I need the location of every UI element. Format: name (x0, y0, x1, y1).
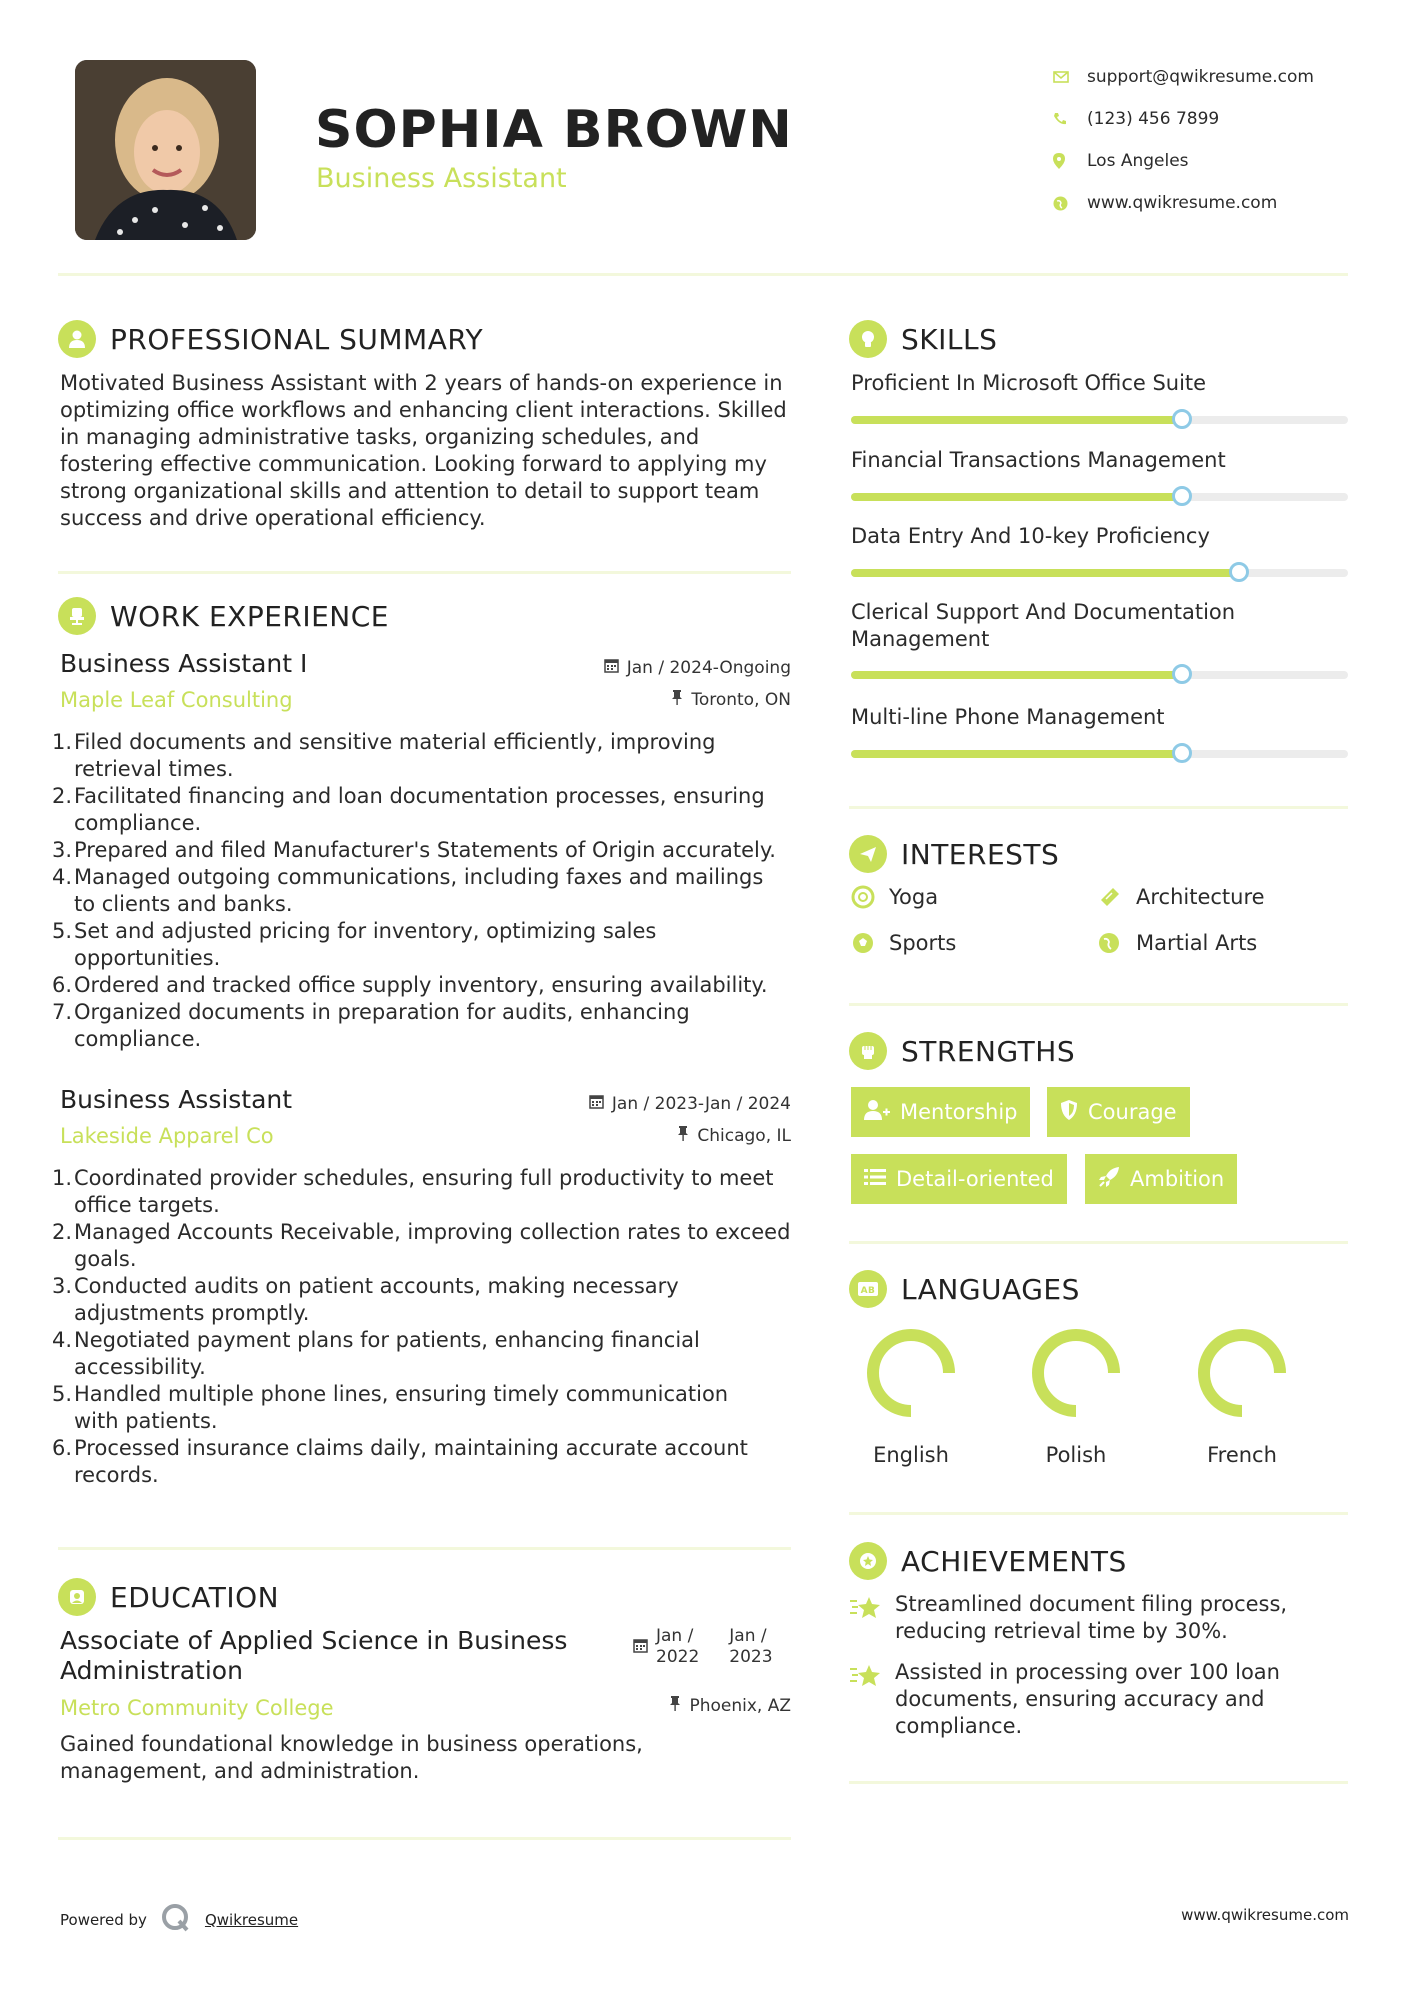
item-text: retrieval times. (74, 757, 234, 781)
location-pin-icon (1053, 153, 1087, 169)
language-label: Polish (1045, 1443, 1107, 1467)
profile-photo (75, 60, 256, 240)
job-duties (52, 1165, 802, 1489)
star-burst-icon (849, 1591, 895, 1645)
end-year: 2023 (729, 1647, 773, 1667)
skill-bar (851, 493, 1348, 501)
contact-location-text: Los Angeles (1087, 151, 1189, 171)
list-item (52, 1246, 802, 1273)
interest-item (851, 931, 956, 955)
summary-title: PROFESSIONAL SUMMARY (110, 322, 484, 356)
phone-icon (1053, 112, 1087, 126)
item-number (52, 810, 72, 837)
achievement-text (895, 1591, 1287, 1645)
job-company: Maple Leaf Consulting (60, 688, 293, 712)
summary-line: optimizing office workflows and enhancing client interactions. Skilled (60, 398, 787, 422)
item-number: 4. (52, 1328, 73, 1352)
job-location-text: Chicago, IL (697, 1126, 791, 1146)
degree-line: Associate of Applied Science in Business (60, 1626, 568, 1655)
skill-bar-knob (1172, 743, 1192, 763)
achievement-line: Assisted in processing over 100 loan (895, 1660, 1280, 1684)
contact-phone-text: (123) 456 7899 (1087, 109, 1220, 129)
soccer-ball-icon (851, 931, 881, 955)
section-divider (849, 1781, 1348, 1784)
item-number: 6. (52, 1436, 73, 1460)
list-item (52, 1192, 802, 1219)
degree-line: Administration (60, 1656, 243, 1685)
section-divider (58, 1547, 791, 1550)
contact-website-text: www.qwikresume.com (1087, 193, 1278, 213)
calendar-icon (604, 658, 619, 678)
strength-chip (1047, 1087, 1190, 1137)
achievement-item (849, 1659, 1348, 1740)
section-divider (849, 1512, 1348, 1515)
item-text: compliance. (74, 811, 202, 835)
job-duties (52, 729, 802, 1053)
graduation-icon (58, 1578, 96, 1616)
job-dates-text: Jan / 2024-Ongoing (626, 658, 791, 678)
item-text: Coordinated provider schedules, ensuring full productivity to meet (74, 1166, 774, 1190)
interest-label: Martial Arts (1136, 931, 1258, 955)
item-text: compliance. (74, 1027, 202, 1051)
education-start (656, 1626, 699, 1668)
strengths-title: STRENGTHS (901, 1034, 1076, 1068)
pencil-ruler-icon (1098, 885, 1128, 909)
interest-item (1098, 931, 1257, 955)
skill-label: Proficient In Microsoft Office Suite (851, 371, 1207, 395)
work-heading (58, 597, 389, 635)
medal-icon (849, 1542, 887, 1580)
skill-item (851, 523, 1348, 550)
item-number (52, 945, 72, 972)
item-text: Conducted audits on patient accounts, making necessary (74, 1274, 679, 1298)
skill-bar-fill (851, 750, 1182, 758)
education-dates (633, 1626, 773, 1668)
language-item (1016, 1325, 1136, 1467)
start-year: 2022 (656, 1647, 700, 1667)
language-gauge-arc (873, 1335, 949, 1411)
item-number (52, 1192, 72, 1219)
skills-title: SKILLS (901, 322, 998, 356)
achievements-title: ACHIEVEMENTS (901, 1544, 1127, 1578)
start-month: Jan / (656, 1626, 694, 1646)
language-item (1182, 1325, 1302, 1467)
item-text: goals. (74, 1247, 137, 1271)
skills-heading (849, 320, 997, 358)
list-item (52, 1408, 802, 1435)
interest-label: Yoga (889, 885, 939, 909)
lightbulb-icon (849, 320, 887, 358)
user-icon (58, 320, 96, 358)
work-title: WORK EXPERIENCE (110, 599, 389, 633)
list-item (52, 1381, 802, 1408)
item-number (52, 891, 72, 918)
job-company: Lakeside Apparel Co (60, 1124, 274, 1148)
education-desc-line: management, and administration. (60, 1759, 420, 1783)
strength-label: Mentorship (900, 1100, 1018, 1124)
item-number: 1. (52, 1166, 73, 1190)
skill-item (851, 370, 1348, 397)
list-item (52, 999, 802, 1026)
section-divider (58, 1837, 791, 1840)
achievement-text (895, 1659, 1280, 1740)
list-item (52, 1462, 802, 1489)
item-number (52, 1354, 72, 1381)
languages-heading (849, 1270, 1080, 1308)
skill-bar-fill (851, 493, 1182, 501)
skill-bar (851, 750, 1348, 758)
list-item (52, 1300, 802, 1327)
header-divider (58, 273, 1348, 276)
item-text: Ordered and tracked office supply inventory, ensuring availability. (74, 973, 768, 997)
list-item (52, 1354, 802, 1381)
list-item (52, 1165, 802, 1192)
user-plus-icon (864, 1099, 890, 1126)
chair-icon (58, 597, 96, 635)
language-icon (849, 1270, 887, 1308)
interest-label: Sports (889, 931, 957, 955)
contact-phone[interactable] (1053, 98, 1314, 140)
summary-text (60, 370, 800, 532)
skill-label: Multi-line Phone Management (851, 705, 1165, 729)
skill-item (851, 447, 1348, 474)
powered-by-label: Powered by (60, 1911, 147, 1929)
school-name: Metro Community College (60, 1696, 334, 1720)
item-text: Set and adjusted pricing for inventory, optimizing sales (74, 919, 657, 943)
strength-label: Ambition (1130, 1167, 1225, 1191)
achievement-line: Streamlined document filing process, (895, 1592, 1288, 1616)
paper-plane-icon (849, 835, 887, 873)
item-number: 5. (52, 919, 73, 943)
brand-link[interactable]: Qwikresume (204, 1911, 299, 1929)
strength-label: Detail-oriented (896, 1167, 1054, 1191)
achievement-item (849, 1591, 1348, 1645)
pin-icon (669, 1696, 681, 1716)
item-text: records. (74, 1463, 159, 1487)
language-gauge-arc (1204, 1335, 1280, 1411)
list-item (52, 945, 802, 972)
list-item (52, 864, 802, 891)
item-text: opportunities. (74, 946, 221, 970)
item-number (52, 1300, 72, 1327)
summary-line: strong organizational skills and attention to detail to support team (60, 479, 760, 503)
interest-label: Architecture (1136, 885, 1265, 909)
strengths-heading (849, 1032, 1075, 1070)
pin-icon (671, 690, 683, 710)
pin-icon (677, 1126, 689, 1146)
item-number: 3. (52, 838, 73, 862)
degree-title (60, 1626, 567, 1686)
candidate-role: Business Assistant (316, 163, 567, 194)
section-divider (849, 1241, 1348, 1244)
list-item (52, 972, 802, 999)
item-text: Handled multiple phone lines, ensuring timely communication (74, 1382, 729, 1406)
envelope-icon (1053, 71, 1087, 83)
lifebuoy-icon (851, 885, 881, 909)
list-item (52, 783, 802, 810)
item-number (52, 1246, 72, 1273)
skill-bar-fill (851, 671, 1182, 679)
shield-icon (1060, 1099, 1078, 1126)
list-item (52, 756, 802, 783)
item-number: 4. (52, 865, 73, 889)
candidate-name: SOPHIA BROWN (315, 100, 793, 160)
item-text: accessibility. (74, 1355, 206, 1379)
strength-chip (1085, 1154, 1237, 1204)
item-number (52, 1026, 72, 1053)
job-title: Business Assistant (60, 1085, 293, 1114)
item-number: 7. (52, 1000, 73, 1024)
education-location-text: Phoenix, AZ (689, 1696, 791, 1716)
item-number: 1. (52, 730, 73, 754)
item-text: Prepared and filed Manufacturer's Statements of Origin accurately. (74, 838, 776, 862)
list-item (52, 891, 802, 918)
language-gauge (851, 1325, 971, 1425)
strength-chip (851, 1087, 1030, 1137)
qwikresume-logo-icon (161, 1903, 191, 1937)
skill-item (851, 704, 1348, 731)
footer-site[interactable]: www.qwikresume.com (1181, 1906, 1349, 1924)
list-item (52, 1273, 802, 1300)
education-desc-line: Gained foundational knowledge in business operations, (60, 1732, 643, 1756)
education-title: EDUCATION (110, 1580, 280, 1614)
item-number (52, 1408, 72, 1435)
interests-title: INTERESTS (901, 837, 1060, 871)
list-item (52, 837, 802, 864)
strength-label: Courage (1088, 1100, 1177, 1124)
fist-icon (849, 1032, 887, 1070)
achievements-heading (849, 1542, 1127, 1580)
summary-line: success and drive operational efficiency. (60, 506, 486, 530)
language-gauge (1182, 1325, 1302, 1425)
section-divider (849, 1003, 1348, 1006)
item-text: Managed outgoing communications, including faxes and mailings (74, 865, 764, 889)
contact-email-text: support@qwikresume.com (1087, 67, 1314, 87)
skill-bar (851, 671, 1348, 679)
item-text: adjustments promptly. (74, 1301, 310, 1325)
footer-powered-by (60, 1903, 298, 1937)
calendar-icon (589, 1094, 604, 1114)
contact-location (1053, 140, 1314, 182)
education-end (729, 1626, 772, 1668)
svg-text:AB: AB (860, 1286, 876, 1296)
item-text: to clients and banks. (74, 892, 293, 916)
job-dates-text: Jan / 2023-Jan / 2024 (611, 1094, 791, 1114)
item-number: 5. (52, 1382, 73, 1406)
contact-email[interactable] (1053, 56, 1314, 98)
item-text: Facilitated financing and loan documentation processes, ensuring (74, 784, 765, 808)
list-item (52, 918, 802, 945)
skill-item (851, 599, 1348, 653)
star-burst-icon (849, 1659, 895, 1740)
summary-line: in managing administrative tasks, organizing schedules, and (60, 425, 700, 449)
education-location (669, 1696, 791, 1716)
achievement-line: reducing retrieval time by 30%. (895, 1619, 1228, 1643)
skill-bar (851, 569, 1348, 577)
item-number (52, 756, 72, 783)
list-item (52, 1327, 802, 1354)
interest-item (1098, 885, 1265, 909)
list-item (52, 1219, 802, 1246)
item-number: 3. (52, 1274, 73, 1298)
list-icon (864, 1167, 886, 1191)
skill-bar-fill (851, 416, 1182, 424)
skill-label: Management (851, 627, 990, 651)
summary-heading (58, 320, 483, 358)
item-text: office targets. (74, 1193, 220, 1217)
item-number (52, 1462, 72, 1489)
language-gauge-arc (1038, 1335, 1114, 1411)
skill-bar-knob (1172, 409, 1192, 429)
section-divider (849, 806, 1348, 809)
language-label: French (1207, 1443, 1277, 1467)
contact-list (1053, 56, 1314, 224)
globe-icon (1098, 932, 1128, 954)
language-label: English (873, 1443, 949, 1467)
contact-website[interactable] (1053, 182, 1314, 224)
item-text: with patients. (74, 1409, 218, 1433)
item-text: Negotiated payment plans for patients, enhancing financial (74, 1328, 700, 1352)
language-gauge (1016, 1325, 1136, 1425)
skill-label: Clerical Support And Documentation (851, 600, 1236, 624)
item-number: 2. (52, 1220, 73, 1244)
job-location (677, 1126, 791, 1146)
skill-bar (851, 416, 1348, 424)
list-item (52, 1026, 802, 1053)
item-text: Filed documents and sensitive material efficiently, improving (74, 730, 716, 754)
job-dates (604, 658, 791, 678)
language-item (851, 1325, 971, 1467)
skill-bar-fill (851, 569, 1239, 577)
job-dates (589, 1094, 791, 1114)
education-description (60, 1731, 800, 1785)
summary-line: fostering effective communication. Looking forward to applying my (60, 452, 767, 476)
item-text: Managed Accounts Receivable, improving collection rates to exceed (74, 1220, 791, 1244)
skill-label: Data Entry And 10-key Proficiency (851, 524, 1210, 548)
globe-icon (1053, 196, 1087, 211)
job-location-text: Toronto, ON (691, 690, 791, 710)
summary-line: Motivated Business Assistant with 2 years of hands-on experience in (60, 371, 783, 395)
interest-item (851, 885, 938, 909)
skill-bar-knob (1172, 664, 1192, 684)
item-text: Processed insurance claims daily, maintaining accurate account (74, 1436, 748, 1460)
achievement-line: compliance. (895, 1714, 1023, 1738)
skill-bar-knob (1229, 562, 1249, 582)
list-item (52, 729, 802, 756)
item-text: Organized documents in preparation for audits, enhancing (74, 1000, 690, 1024)
job-location (671, 690, 791, 710)
job-title: Business Assistant I (60, 649, 308, 678)
interests-heading (849, 835, 1059, 873)
skill-bar-knob (1172, 486, 1192, 506)
item-number: 6. (52, 973, 73, 997)
education-heading (58, 1578, 279, 1616)
skill-label: Financial Transactions Management (851, 448, 1226, 472)
calendar-icon (633, 1626, 648, 1659)
list-item (52, 810, 802, 837)
strength-chip (851, 1154, 1067, 1204)
list-item (52, 1435, 802, 1462)
end-month: Jan / (729, 1626, 767, 1646)
section-divider (58, 571, 791, 574)
item-number: 2. (52, 784, 73, 808)
languages-title: LANGUAGES (901, 1272, 1080, 1306)
achievement-line: documents, ensuring accuracy and (895, 1687, 1265, 1711)
rocket-icon (1098, 1166, 1120, 1193)
